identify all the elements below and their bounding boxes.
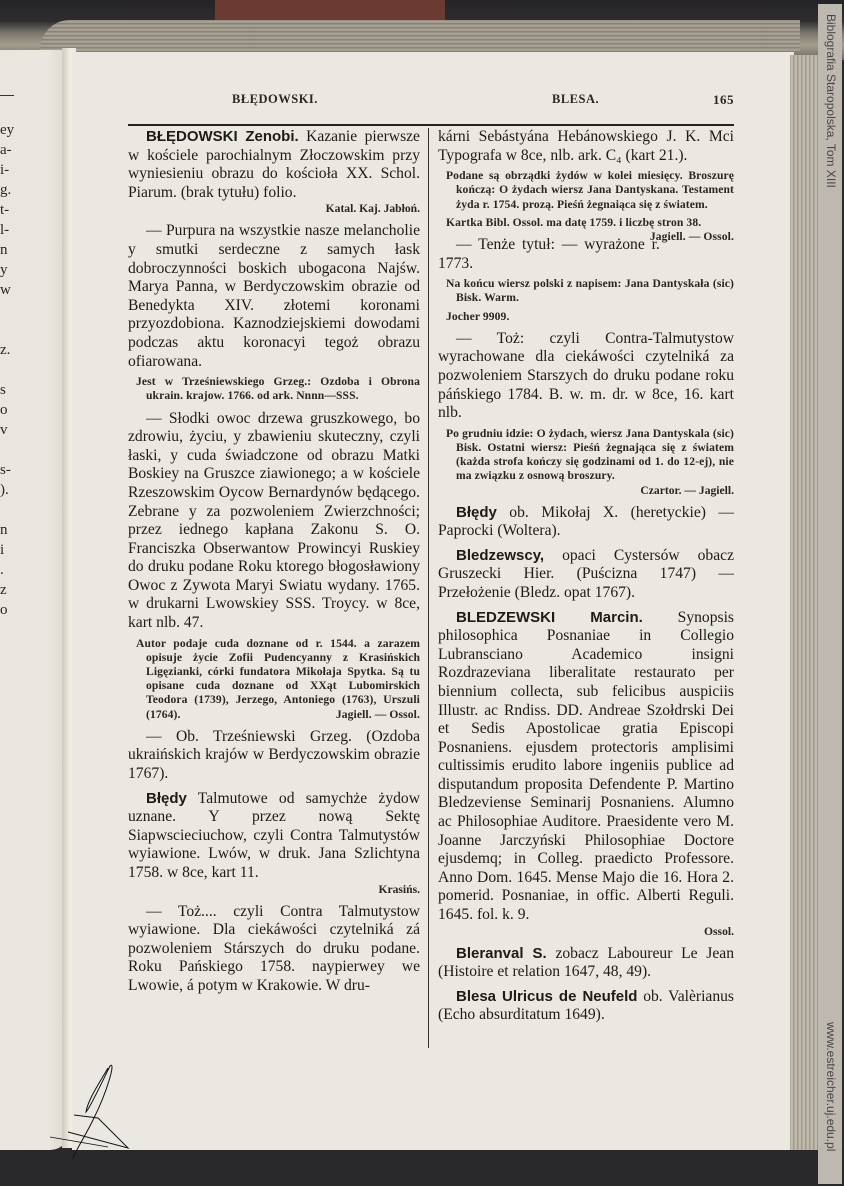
running-head-right: BLESA. [552,92,600,106]
left-page-fragment: i [0,542,5,558]
right-column [438,128,734,1025]
left-page-fragment: n [0,522,8,538]
page-edges [40,20,800,52]
paragraph: — Toż.... czyli Contra Talmutystow wyiawione. Dla ciekáwości czytelniká zá pozwoleniem Stárszych do druku podane. Roku Pańskiego 1758. naypierwey we Lwowie, á potym w Krakowie. W dru- [128,902,420,994]
entry-text: ob. Valèrianus (Echo absurditatum 1649). [438,987,734,1024]
entry-text: Talmutowe od samychże żydow uznane. Y przez nową Sektę Siapwscieciuchow, czyli Contra Talmutystów wyiawione. Lwów, w druk. Jana Szlichtyna 1758. w 8ce, kart 11. [128,789,420,882]
note [438,427,734,484]
left-page-fragment [0,320,20,340]
entry-headword: Bleranval S. [456,944,547,962]
left-page-fragment: s- [0,462,11,478]
entry [438,988,734,1025]
left-page-fragment: y [0,262,8,278]
paragraph: — Tenże tytuł: — wyrażone r. 1773. [438,236,660,272]
left-page-rule [0,95,14,96]
entry-headword: Bledzewscy, [456,546,545,564]
left-page-fragment [0,300,20,320]
paragraph: — Słodki owoc drzewa gruszkowego, bo zdrowiu, życiu, y zbawieniu skuteczny, czyli łaski, y cuda świadczone od obrazu Matki Boskiey na Gruszce ziawionego; a w kościele Rzeszowskim Oycow Bernardynów będącego. Zebrane y za pozwoleniem Zwierzchności; przez iednego kapłana Zakonu S. O. Franciszka Obserwantow Prowincyi Ruskiey do druku podane Roku ktorego błogosławiony Owoc z Zywota Maryi Swiatu wydany. 1765. w drukarni Lwowskiey SSS. Troycy. w 8ce, kart nlb. 47. [128,409,420,632]
note [438,169,734,212]
side-label-title: Biblografia Staropolska, Tom XIII [824,14,838,188]
left-page-fragment: s [0,382,6,398]
continued-text: kárni Sebástyána Hebánowskiego J. K. Mci Typografa w 8ce, nlb. ark. C₄ (kart 21.). [438,128,734,164]
note [438,215,734,243]
entry-headword: Błędy [456,503,497,521]
left-page-fragment: i- [0,162,10,178]
left-page-fragment: a- [0,142,12,158]
note-text: Kartka Bibl. Ossol. ma datę 1759. i liczbę stron 38. [446,215,702,229]
left-page-fragment: z. [0,342,11,358]
left-page-fragment: n [0,242,8,258]
left-page-fragment: g. [0,182,12,198]
note-text: Podane są obrządki żydów w kolei miesięcy. Broszurę kończą: O żydach wiersz Jana Dantyskana. Testament żyda r. 1754. prozą. Pieśń żegnaiąca się z światem. [446,169,734,211]
entry [438,609,734,925]
left-page-fragment: l- [0,222,10,238]
left-page [0,50,70,1150]
page-number: 165 [713,92,734,107]
note [128,637,420,722]
side-label-url: www.estreicher.uj.edu.pl [824,1022,838,1152]
note-text: Autor podaje cuda doznane od r. 1544. a zarazem opisuje życie Zofii Pudencyanny z Krasińskich Ligęzianki, córki fundatora Mikołaja Spytka. Są tu opisane cuda doznane od XXąt Lubomirskich Teodora (1739), Jerzego, Antoniego (1763), Urszuli (1764). [136,636,420,721]
left-page-fragment: o [0,602,8,618]
book-top-edge [0,0,844,60]
left-page-fragment: ey [0,122,15,138]
left-page-fragment: z [0,582,7,598]
column-rule [428,128,429,1048]
right-page-edges [790,55,820,1155]
running-head-left: BŁĘDOWSKI. [232,92,318,106]
entry-text: opaci Cystersów obacz Gruszecki Hier. (Puścizna 1747) — Przełożenie (Bledz. opat 1767). [438,546,734,601]
left-page-fragment: v [0,422,8,438]
header-rule [128,124,734,126]
entry-text: ob. Mikołaj X. (heretyckie) — Paprocki (Woltera). [438,503,734,540]
signature-mark [48,1060,138,1160]
left-page-fragment: w [0,282,11,298]
source-library: Jagiell. — Ossol. [335,707,420,721]
left-page-fragment [0,440,20,460]
entry-headword: Blesa Ulricus de Neufeld [456,987,638,1005]
note-text: Jest w Trześniewskiego Grzeg.: Ozdoba i Obrona ukrain. krajow. 1766. od ark. Nnnn—SSS. [136,375,420,403]
left-page-fragment [0,360,20,380]
left-page-fragment [0,500,20,520]
note-text: Na końcu wiersz polski z napisem: Jana Dantyskała (sic) Bisk. Warm. [446,277,734,305]
entry [438,945,734,982]
paragraph: — Ob. Trześniewski Grzeg. (Ozdoba ukraińskich krajów w Berdyczowskim obrazie 1767). [128,727,420,783]
paragraph: — Purpura na wszystkie nasze melancholie y smutki serdeczne z samych łask dobroczynności boskich ubogacona Najśw. Marya Panna, w Berdyczowskim obrazie od Benedykta XIV. złotemi koronami przyozdobiona. Kaznodziejskiemi dowodami podczas aktu koronacyi tegoż obrazu ofiarowana. [128,222,420,370]
entry-headword: BLEDZEWSKI Marcin. [456,608,643,626]
entry [128,128,420,202]
note-text: Jocher 9909. [446,309,510,323]
entry [438,547,734,603]
entry [128,790,420,883]
entry-text: Synopsis philosophica Posnaniae in Collegio Lubransciano Academico insigni Rozdrazeviana liberalitate restaurato per biennium collecta, sub felicibus auspiciis Illustr. ac Rndiss. DD. Andreae Szołdrski Dei et Sedis Apostolicae gratia Episcopi Posnaniens. ejusdem protectoris amplisimi cultissimis erudito labore ingeniis publice ad disputandum proposita Defendente P. Martino Bledzeviense Seminarij Posnaniens. Alumno ac Philosophiae Auditore. Praesidente vero M. Joanne Jarczyński Philosophiae Doctore ejusdemq; in Colleg. praedicto Professore. Anno Dom. 1645. Mense Majo die 16. Hora 2. pomerid. Posnaniae, in offic. Alberti Reguli. 1645. fol. k. 9. [438,608,734,924]
paragraph: — Toż: czyli Contra-Talmutystow wyrachowane dla ciekáwości czytelniká za pozwoleniem Starszych do druku podane roku páńskiego 1784. B. w. m. dr. w 8ce, 16. kart nlb. [438,329,734,422]
note [438,310,734,324]
left-page-fragment: . [0,562,4,578]
note [438,277,734,305]
left-column [128,128,420,996]
entry-headword: Błędy [146,789,187,807]
note [128,375,420,403]
left-page-fragment: t- [0,202,10,218]
source-library: Krasińs. [378,882,420,896]
left-page-fragment: o [0,402,8,418]
source-library: Katal. Kaj. Jabłoń. [325,202,420,216]
entry-text: zobacz Laboureur Le Jean (Histoire et relation 1647, 48, 49). [438,944,734,981]
note-text: Po grudniu idzie: O żydach, wiersz Jana Dantyskala (sic) Bisk. Ostatni wiersz: Pieśń żegnająca się z światem (każda strofa kończy się godzinami od 1. do 12-ej), nie ma związku z osnową broszury. [446,426,734,483]
source-library: Czartor. — Jagiell. [640,483,734,497]
entry-text: Kazanie pierwsze w kościele parochialnym Złoczowskim przy wyniesieniu obrazu do kościoła XX. Schol. Piarum. (brak tytułu) folio. [128,128,420,201]
entry [438,504,734,541]
entry-headword: BŁĘDOWSKI Zenobi. [146,128,299,145]
left-page-fragments [0,120,20,620]
left-page-fragment: ). [0,482,9,498]
source-library: Jagiell. — Ossol. [649,230,734,243]
source-library: Ossol. [704,924,734,938]
